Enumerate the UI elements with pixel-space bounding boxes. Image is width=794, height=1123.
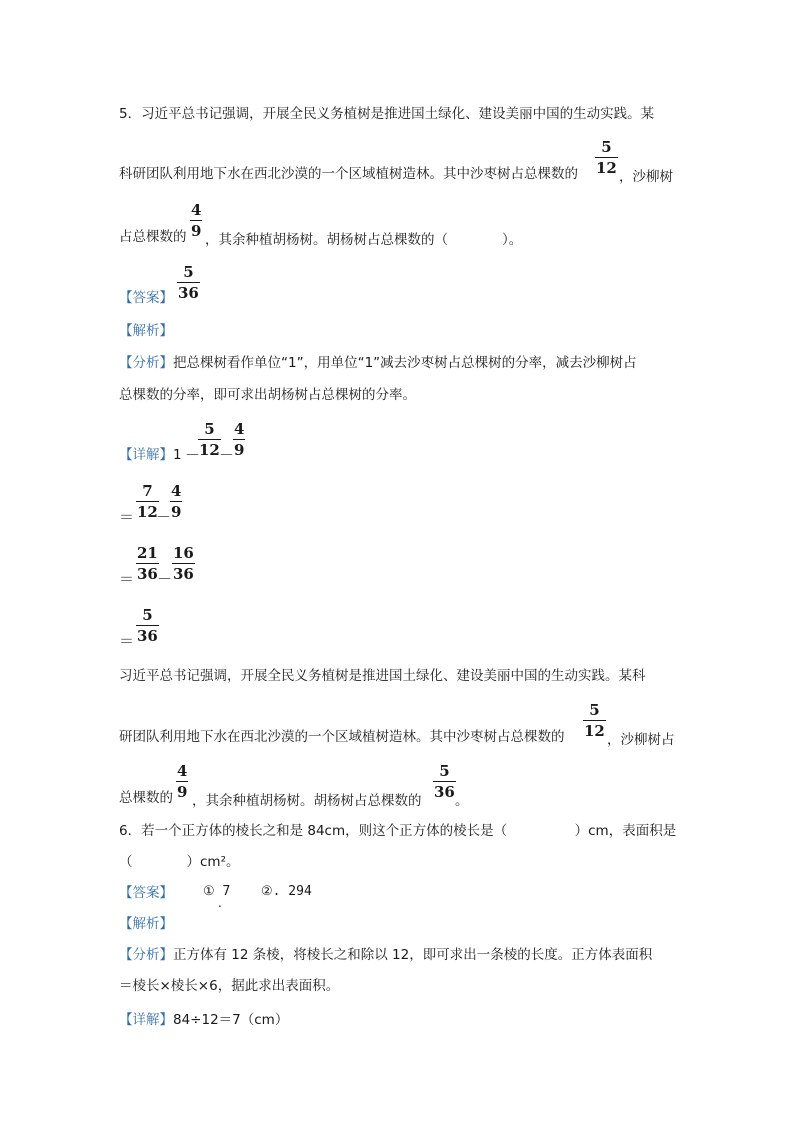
numerator: 4 bbox=[177, 762, 188, 780]
numerator: 5 bbox=[439, 762, 450, 780]
numerator: 5 bbox=[204, 420, 215, 438]
q5-answer-fraction bbox=[177, 263, 200, 302]
q5-answer-label: 【答案】 bbox=[119, 290, 173, 306]
fraction-bar bbox=[172, 563, 195, 564]
q6-line1: 6．若一个正方体的棱长之和是 84cm，则这个正方体的棱长是（ ）cm，表面积是 bbox=[119, 823, 677, 839]
fraction-bar bbox=[583, 720, 606, 721]
q5-summary-1: 习近平总书记强调，开展全民义务植树是推进国土绿化、建设美丽中国的生动实践。某科 bbox=[119, 668, 646, 684]
q6-answer-2: ②. 294 bbox=[261, 884, 312, 899]
denominator: 12 bbox=[584, 722, 605, 741]
q5-summary-2-tail: ，沙柳树占 bbox=[607, 732, 675, 748]
numerator: 4 bbox=[234, 420, 245, 438]
numerator: 4 bbox=[171, 482, 182, 500]
q5-line2-text: 科研团队利用地下水在西北沙漠的一个区域植树造林。其中沙枣树占总棵数的 bbox=[119, 166, 578, 182]
q5-summary-3-head: 总棵数的 bbox=[119, 790, 173, 806]
q6-answer-dot: . bbox=[218, 896, 222, 910]
denominator: 36 bbox=[137, 565, 158, 584]
denominator: 9 bbox=[171, 503, 182, 522]
fenxi-text: 正方体有 12 条棱，将棱长之和除以 12，即可求出一条棱的长度。正方体表面积 bbox=[173, 947, 653, 963]
step1-lead: 1 bbox=[173, 447, 182, 463]
step1-fraction-2 bbox=[233, 420, 245, 459]
denominator: 36 bbox=[137, 627, 158, 646]
fraction-bar bbox=[136, 625, 159, 626]
summary-shaliu-fraction bbox=[176, 762, 188, 801]
denominator: 9 bbox=[234, 441, 245, 460]
q6-fenxi-1 bbox=[119, 946, 652, 964]
step3-fraction-1 bbox=[136, 544, 159, 583]
fraction-bar bbox=[176, 781, 188, 782]
q5-fenxi-1 bbox=[119, 354, 637, 372]
fraction-bar bbox=[198, 439, 221, 440]
summary-huyang-fraction bbox=[433, 762, 456, 801]
fenxi-label: 【分析】 bbox=[119, 355, 173, 371]
denominator: 36 bbox=[434, 783, 455, 802]
fenxi-text: 把总棵树看作单位“1”，用单位“1”减去沙枣树占总棵树的分率，减去沙柳树占 bbox=[173, 355, 637, 371]
step3-equals: ＝ bbox=[119, 570, 135, 588]
denominator: 9 bbox=[177, 783, 188, 802]
detail-label: 【详解】 bbox=[119, 447, 173, 463]
fraction-bar bbox=[190, 220, 202, 221]
q5-analysis-label: 【解析】 bbox=[119, 323, 173, 339]
q6-analysis-label: 【解析】 bbox=[119, 916, 173, 932]
q6-line2: （ ）cm²。 bbox=[119, 854, 240, 870]
step3-minus: － bbox=[157, 570, 173, 588]
numerator: 4 bbox=[191, 201, 202, 219]
step1-minus-1: － bbox=[185, 446, 201, 464]
q5-line1: 5．习近平总书记强调，开展全民义务植树是推进国土绿化、建设美丽中国的生动实践。某 bbox=[119, 106, 655, 122]
fraction-bar bbox=[136, 501, 159, 502]
denominator: 36 bbox=[173, 565, 194, 584]
denominator: 36 bbox=[178, 284, 199, 303]
q5-shaliu-fraction bbox=[190, 201, 202, 240]
step1-fraction-1 bbox=[198, 420, 221, 459]
fraction-bar bbox=[177, 282, 200, 283]
summary-sazao-fraction bbox=[583, 701, 606, 740]
denominator: 12 bbox=[596, 159, 617, 178]
detail-label: 【详解】 bbox=[119, 1012, 173, 1028]
numerator: 7 bbox=[142, 482, 153, 500]
q5-line2-tail: ，沙柳树 bbox=[619, 169, 673, 185]
denominator: 9 bbox=[191, 222, 202, 241]
numerator: 5 bbox=[142, 606, 153, 624]
numerator: 5 bbox=[601, 138, 612, 156]
q5-line3-tail: ，其余种植胡杨树。胡杨树占总棵数的（ ）。 bbox=[205, 232, 523, 248]
q6-answer-1: ① 7 bbox=[203, 884, 231, 899]
detail-text: 84÷12＝7（cm） bbox=[173, 1012, 289, 1028]
fraction-bar bbox=[170, 501, 182, 502]
step4-fraction bbox=[136, 606, 159, 645]
fraction-bar bbox=[233, 439, 245, 440]
fraction-bar bbox=[595, 157, 618, 158]
q6-detail bbox=[119, 1011, 288, 1029]
numerator: 5 bbox=[589, 701, 600, 719]
fraction-bar bbox=[433, 781, 456, 782]
step3-fraction-2 bbox=[172, 544, 195, 583]
step2-fraction-2 bbox=[170, 482, 182, 521]
q5-summary-2: 研团队利用地下水在西北沙漠的一个区域植树造林。其中沙枣树占总棵数的 bbox=[119, 729, 565, 745]
q5-line2 bbox=[119, 165, 578, 183]
step1-minus-2: － bbox=[219, 446, 235, 464]
numerator: 16 bbox=[173, 544, 194, 562]
q5-sazao-fraction bbox=[595, 138, 618, 177]
numerator: 5 bbox=[183, 263, 194, 281]
step2-minus: － bbox=[156, 508, 172, 526]
step2-equals: ＝ bbox=[119, 508, 135, 526]
denominator: 12 bbox=[137, 503, 158, 522]
step4-equals: ＝ bbox=[119, 632, 135, 650]
fraction-bar bbox=[136, 563, 159, 564]
q6-answer-label: 【答案】 bbox=[119, 885, 173, 901]
q5-fenxi-2: 总棵数的分率，即可求出胡杨树占总棵树的分率。 bbox=[119, 387, 416, 403]
q6-fenxi-2: ＝棱长×棱长×6，据此求出表面积。 bbox=[119, 978, 340, 994]
denominator: 12 bbox=[199, 441, 220, 460]
fenxi-label: 【分析】 bbox=[119, 947, 173, 963]
q5-summary-3-mid: ，其余种植胡杨树。胡杨树占总棵数的 bbox=[192, 793, 422, 809]
numerator: 21 bbox=[137, 544, 158, 562]
q5-line3-head: 占总棵数的 bbox=[119, 229, 187, 245]
q5-summary-3-tail: 。 bbox=[455, 793, 469, 809]
q5-detail-line bbox=[119, 446, 182, 464]
